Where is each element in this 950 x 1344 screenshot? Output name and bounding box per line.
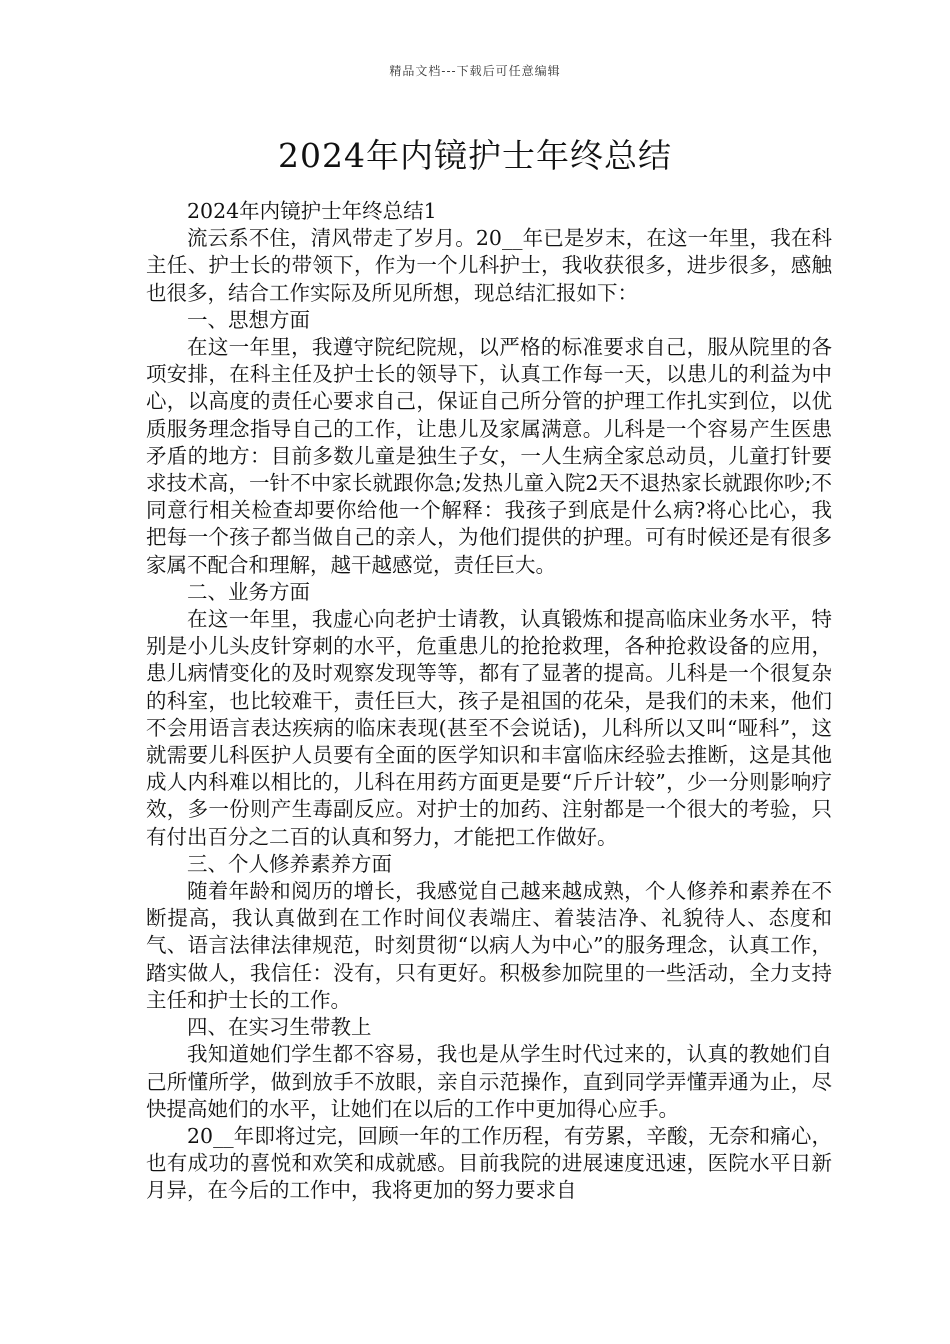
section-heading-personal: 三、个人修养素养方面 — [187, 851, 392, 876]
business-paragraph: 在这一年里，我虚心向老护士请教，认真锻炼和提高临床业务水平，特别是小儿头皮针穿刺的水平，危重患儿的抢抢救理，各种抢救设备的应用，患儿病情变化的及时观察发现等等，都有了显著的提高。儿科是一个很复杂的科室，也比较难干，责任巨大，孩子是祖国的花朵，是我们的未来，他们不会用语言表达疾病的临床表现(甚至不会说话)，儿科所以又叫“哑科”，这就需要儿科医护人员要有全面的医学知识和丰富临床经验去推断，这是其他成人内科难以相比的，儿科在用药方面更是要“斤斤计较”，少一分则影响疗效，多一份则产生毒副反应。对护士的加药、注射都是一个很大的考验，只有付出百分之二百的认真和努力，才能把工作做好。 — [146, 607, 832, 849]
teaching-paragraph: 我知道她们学生都不容易，我也是从学生时代过来的，认真的教她们自己所懂所学，做到放手不放眼，亲自示范操作，直到同学弄懂弄通为止，尽快提高她们的水平，让她们在以后的工作中更加得心应手。 — [146, 1042, 832, 1121]
closing-paragraph: 20__年即将过完，回顾一年的工作历程，有劳累，辛酸，无奈和痛心，也有成功的喜悦和欢笑和成就感。目前我院的进展速度迅速，医院水平日新月异，在今后的工作中，我将更加的努力要求自 — [146, 1123, 832, 1203]
document-body — [146, 198, 832, 1205]
personal-paragraph: 随着年龄和阅历的增长，我感觉自己越来越成熟，个人修养和素养在不断提高，我认真做到在工作时间仪表端庄、着装洁净、礼貌待人、态度和气、语言法律法律规范，时刻贯彻“以病人为中心”的服务理念，认真工作，踏实做人，我信任：没有，只有更好。积极参加院里的一些活动，全力支持主任和护士长的工作。 — [146, 879, 832, 1012]
subtitle-paragraph: 2024年内镜护士年终总结1 — [187, 199, 437, 223]
page-header: 精品文档---下载后可任意编辑 — [389, 64, 561, 78]
thought-paragraph: 在这一年里，我遵守院纪院规，以严格的标准要求自己，服从院里的各项安排，在科主任及护士长的领导下，认真工作每一天，以患儿的利益为中心，以高度的责任心要求自己，保证自己所分管的护理工作扎实到位，以优质服务理念指导自己的工作，让患儿及家属满意。儿科是一个容易产生医患矛盾的地方：目前多数儿童是独生子女，一人生病全家总动员，儿童打针要求技术高，一针不中家长就跟你急;发热儿童入院2天不退热家长就跟你吵;不同意行相关检查却要你给他一个解释：我孩子到底是什么病?将心比心，我把每一个孩子都当做自己的亲人，为他们提供的护理。可有时候还是有很多家属不配合和理解，越干越感觉，责任巨大。 — [146, 335, 832, 577]
intro-paragraph: 流云系不住，清风带走了岁月。20__年已是岁末，在这一年里，我在科主任、护士长的带领下，作为一个儿科护士，我收获很多，进步很多，感触也很多，结合工作实际及所见所想，现总结汇报如下： — [146, 226, 832, 305]
document-title: 2024年内镜护士年终总结 — [278, 136, 672, 175]
section-heading-business: 二、业务方面 — [187, 579, 310, 604]
section-heading-teaching: 四、在实习生带教上 — [187, 1015, 372, 1040]
section-heading-thought: 一、思想方面 — [187, 307, 310, 332]
